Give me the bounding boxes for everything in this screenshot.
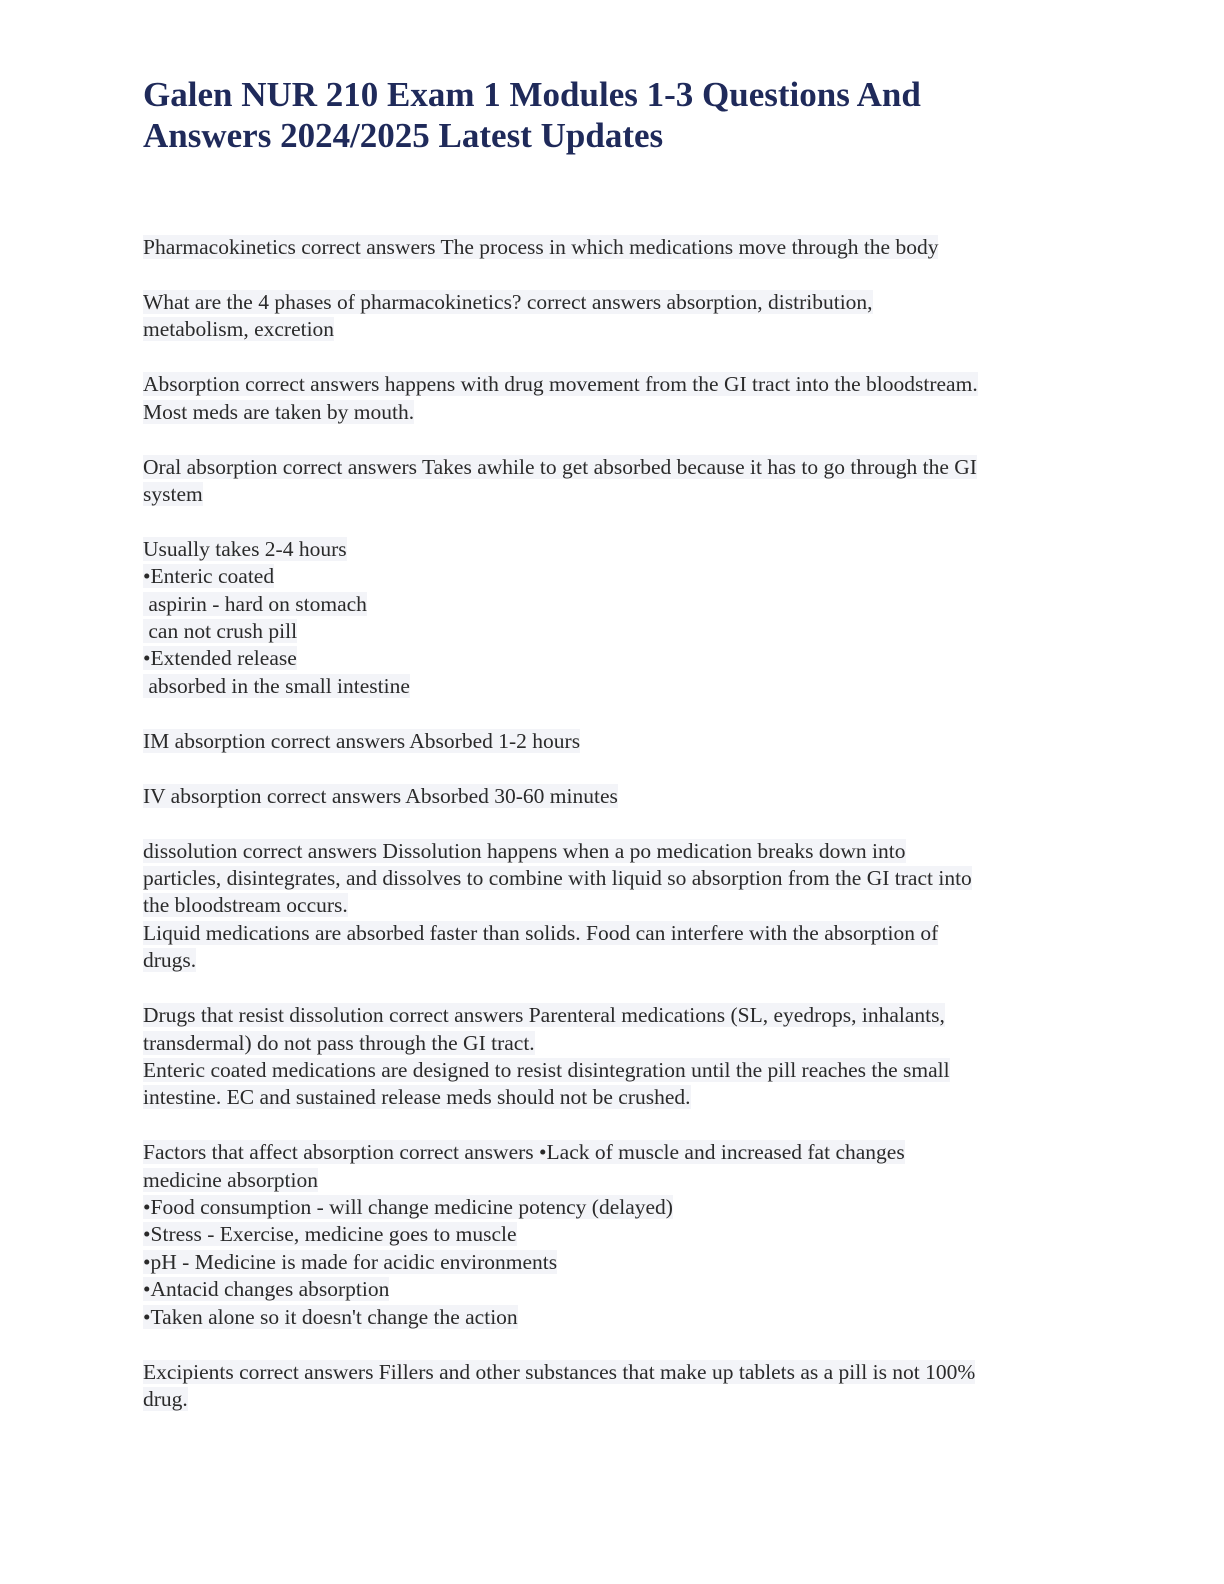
text-line	[143, 618, 1083, 645]
text-line	[143, 947, 1083, 974]
text-line-content: •Extended release	[143, 646, 297, 671]
text-line	[143, 1002, 1083, 1029]
text-line	[143, 1386, 1083, 1413]
text-line-content: dissolution correct answers Dissolution happens when a po medication breaks down into	[143, 838, 906, 863]
text-line-content: the bloodstream occurs.	[143, 893, 348, 918]
text-line-content: •Taken alone so it doesn't change the action	[143, 1304, 518, 1329]
document-title	[143, 74, 1083, 156]
document-body	[143, 234, 1083, 1413]
text-line	[143, 454, 1083, 481]
text-line-content: can not crush pill	[143, 619, 298, 644]
text-line-content: •pH - Medicine is made for acidic environments	[143, 1249, 558, 1274]
text-line-content: drugs.	[143, 948, 197, 973]
text-line-content: drug.	[143, 1387, 188, 1411]
text-line-content: Usually takes 2-4 hours	[143, 536, 347, 561]
text-line-content: IV absorption correct answers Absorbed 30-60 minutes	[143, 783, 618, 808]
text-line-content: What are the 4 phases of pharmacokinetics? correct answers absorption, distribution,	[143, 289, 873, 314]
document-page	[143, 74, 1083, 1441]
text-line-content: Liquid medications are absorbed faster than solids. Food can interfere with the absorption of	[143, 920, 939, 945]
text-line-content: •Antacid changes absorption	[143, 1277, 390, 1302]
text-line	[143, 1057, 1083, 1084]
text-line	[143, 1084, 1083, 1111]
title-line: Answers 2024/2025 Latest Updates	[143, 116, 664, 155]
text-line	[143, 838, 1083, 865]
text-line	[143, 563, 1083, 590]
qa-entry	[143, 454, 1083, 509]
qa-entry	[143, 728, 1083, 755]
text-line-content: aspirin - hard on stomach	[143, 591, 367, 616]
text-line-content: absorbed in the small intestine	[143, 673, 410, 698]
text-line	[143, 728, 1083, 755]
text-line-content: Most meds are taken by mouth.	[143, 399, 415, 424]
qa-entry	[143, 289, 1083, 344]
text-line-content: Factors that affect absorption correct answers •Lack of muscle and increased fat changes	[143, 1140, 905, 1165]
text-line-content: •Food consumption - will change medicine potency (delayed)	[143, 1195, 673, 1220]
text-line	[143, 920, 1083, 947]
text-line-content: IM absorption correct answers Absorbed 1-2 hours	[143, 728, 581, 753]
text-line-content: Absorption correct answers happens with drug movement from the GI tract into the bloodstream.	[143, 372, 978, 397]
text-line	[143, 536, 1083, 563]
text-line-content: •Enteric coated	[143, 564, 275, 589]
text-line	[143, 1359, 1083, 1386]
text-line	[143, 591, 1083, 618]
text-line	[143, 1167, 1083, 1194]
text-line-content: medicine absorption	[143, 1167, 318, 1192]
qa-entry	[143, 234, 1083, 261]
qa-entry	[143, 536, 1083, 700]
text-line	[143, 783, 1083, 810]
text-line	[143, 289, 1083, 316]
text-line-content: transdermal) do not pass through the GI tract.	[143, 1030, 535, 1055]
text-line	[143, 399, 1083, 426]
qa-entry	[143, 1002, 1083, 1112]
text-line	[143, 865, 1083, 892]
text-line-content: Pharmacokinetics correct answers The process in which medications move through the body	[143, 235, 939, 259]
text-line-content: system	[143, 481, 203, 506]
qa-entry	[143, 371, 1083, 426]
title-line: Galen NUR 210 Exam 1 Modules 1-3 Questions And	[143, 75, 921, 114]
qa-entry	[143, 838, 1083, 975]
text-line-content: Oral absorption correct answers Takes awhile to get absorbed because it has to go through the GI	[143, 454, 977, 479]
text-line	[143, 234, 1083, 261]
text-line-content: intestine. EC and sustained release meds should not be crushed.	[143, 1085, 691, 1110]
text-line-content: •Stress - Exercise, medicine goes to muscle	[143, 1222, 517, 1247]
text-line	[143, 1030, 1083, 1057]
text-line	[143, 316, 1083, 343]
text-line	[143, 1304, 1083, 1331]
text-line	[143, 371, 1083, 398]
text-line	[143, 481, 1083, 508]
text-line-content: metabolism, excretion	[143, 317, 335, 342]
qa-entry	[143, 783, 1083, 810]
text-line-content: Enteric coated medications are designed to resist disintegration until the pill reaches the small	[143, 1057, 950, 1082]
qa-entry	[143, 1359, 1083, 1414]
text-line	[143, 1276, 1083, 1303]
text-line	[143, 1194, 1083, 1221]
text-line-content: particles, disintegrates, and dissolves to combine with liquid so absorption from the GI tract into	[143, 866, 972, 890]
text-line	[143, 1139, 1083, 1166]
text-line	[143, 1221, 1083, 1248]
text-line	[143, 892, 1083, 919]
text-line	[143, 673, 1083, 700]
qa-entry	[143, 1139, 1083, 1331]
text-line-content: Drugs that resist dissolution correct answers Parenteral medications (SL, eyedrops, inhalants,	[143, 1003, 945, 1028]
text-line	[143, 1249, 1083, 1276]
text-line-content: Excipients correct answers Fillers and other substances that make up tablets as a pill is not 100%	[143, 1359, 976, 1384]
text-line	[143, 645, 1083, 672]
